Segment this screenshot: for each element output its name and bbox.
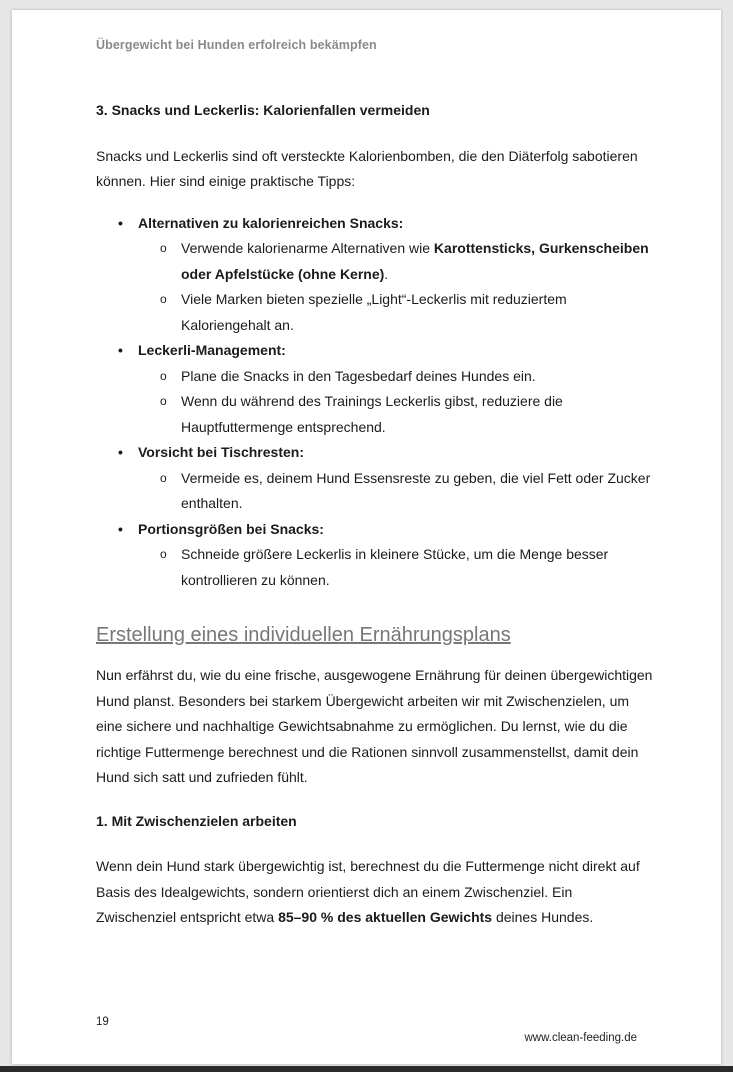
sub-item-text: Wenn du während des Trainings Leckerlis gibst, reduziere die Hauptfuttermenge entsprechend.	[181, 393, 563, 435]
sub-item-text: Vermeide es, deinem Hund Essensreste zu geben, die viel Fett oder Zucker enthalten.	[181, 469, 651, 511]
snacks-heading: 3. Snacks und Leckerlis: Kalorienfallen vermeiden	[96, 102, 430, 118]
running-header: Übergewicht bei Hunden erfolreich bekämpfen	[96, 38, 377, 52]
circle-bullet-icon: o	[160, 241, 167, 255]
intermediate-goals-text-end: deines Hundes.	[492, 909, 594, 925]
plan-section-heading: Erstellung eines individuellen Ernährungsplans	[96, 624, 511, 646]
sub-item-text: Schneide größere Leckerlis in kleinere Stücke, um die Menge besser kontrollieren zu können.	[181, 546, 609, 588]
intermediate-goals-bold: 85–90 % des aktuellen Gewichts	[278, 909, 493, 925]
list-item-title: Portionsgrößen bei Snacks:	[138, 520, 324, 537]
circle-bullet-icon: o	[160, 547, 167, 561]
sub-list-item	[138, 236, 656, 287]
sub-item-text: Viele Marken bieten spezielle „Light“-Leckerlis mit reduziertem Kaloriengehalt an.	[181, 291, 567, 333]
intermediate-goals-text	[96, 854, 656, 931]
bullet-icon: •	[118, 444, 123, 460]
list-item	[96, 338, 656, 440]
sub-list	[138, 364, 656, 441]
viewer-bottom-bar	[0, 1066, 733, 1072]
snacks-intro: Snacks und Leckerlis sind oft versteckte Kalorienbomben, die den Diäterfolg sabotieren können. Hier sind einige praktische Tipps:	[96, 147, 638, 189]
sub-list	[138, 542, 656, 593]
snacks-tips-list	[96, 211, 656, 594]
sub-list-item	[138, 542, 656, 593]
circle-bullet-icon: o	[160, 292, 167, 306]
intermediate-goals-heading: 1. Mit Zwischenzielen arbeiten	[96, 812, 297, 829]
intermediate-goals-text-start: Wenn dein Hund stark übergewichtig ist, berechnest du die Futtermenge nicht direkt auf Basis des Idealgewichts, sondern orientierst dich an einem Zwischenziel. Ein Zwischenziel entspricht etwa	[96, 858, 640, 925]
bullet-icon: •	[118, 342, 123, 358]
sub-list	[138, 236, 656, 338]
list-item	[96, 517, 656, 594]
sub-list	[138, 466, 656, 517]
list-item-title: Vorsicht bei Tischresten:	[138, 444, 304, 460]
sub-list-item	[138, 287, 656, 338]
circle-bullet-icon: o	[160, 394, 167, 408]
list-item-title: Alternativen zu kalorienreichen Snacks:	[138, 214, 404, 231]
sub-list-item	[138, 389, 656, 440]
sub-item-bold-text: Karottensticks, Gurkenscheiben oder Apfelstücke (ohne Kerne)	[181, 240, 649, 282]
list-item-title: Leckerli-Management:	[138, 342, 286, 358]
page-content	[96, 98, 656, 931]
sub-list-item	[138, 466, 656, 517]
sub-item-text: Plane die Snacks in den Tagesbedarf deines Hundes ein.	[181, 367, 536, 384]
plan-intro: Nun erfährst du, wie du eine frische, ausgewogene Ernährung für deinen übergewichtigen Hund planst. Besonders bei starkem Übergewicht arbeiten wir mit Zwischenzielen, um eine sichere und nachhaltige Gewichtsabnahme zu ermöglichen. Du lernst, wie du die richtige Futtermenge berechnest und die Rationen sinnvoll zusammenstellst, damit dein Hund sich satt und zufrieden fühlt.	[96, 667, 653, 785]
list-item	[96, 211, 656, 339]
sub-list-item	[138, 364, 656, 390]
sub-item-text: Verwende kalorienarme Alternativen wie	[181, 240, 434, 256]
footer-url: www.clean-feeding.de	[524, 1032, 637, 1044]
bullet-icon: •	[118, 520, 123, 537]
bullet-icon: •	[118, 214, 123, 231]
page-number: 19	[96, 1016, 109, 1028]
sub-item-text-end: .	[384, 265, 389, 282]
document-page	[12, 10, 721, 1064]
circle-bullet-icon: o	[160, 470, 167, 485]
circle-bullet-icon: o	[160, 368, 167, 383]
list-item	[96, 440, 656, 517]
